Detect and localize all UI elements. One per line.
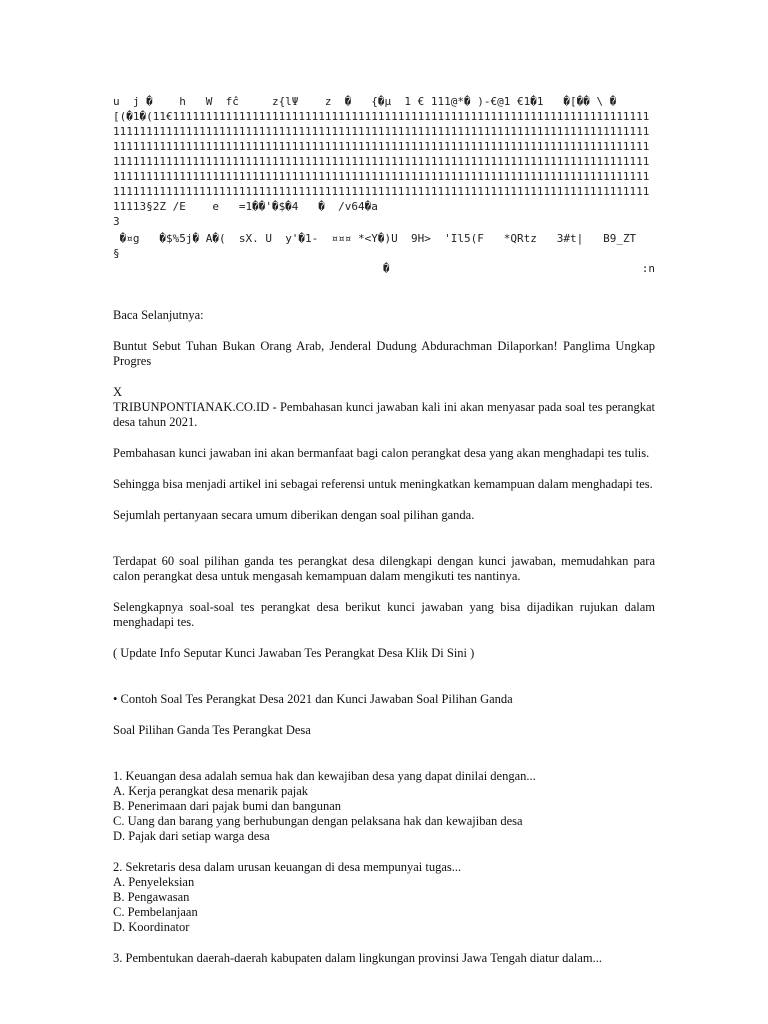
update-info-link[interactable]: ( Update Info Seputar Kunci Jawaban Tes Perangkat Desa Klik Di Sini ) xyxy=(113,646,475,660)
document-content xyxy=(113,94,655,966)
garbled-text-line: 3 xyxy=(113,215,140,228)
article-paragraph: Terdapat 60 soal pilihan ganda tes perangkat desa dilengkapi dengan kunci jawaban, memudahkan para calon perangkat desa untuk mengasah kemampuan dalam mengikuti tes nantinya. xyxy=(113,554,655,583)
close-x[interactable]: X xyxy=(113,385,123,399)
bullet-heading: • Contoh Soal Tes Perangkat Desa 2021 dan Kunci Jawaban Soal Pilihan Ganda xyxy=(113,692,513,706)
answer-option: D. Koordinator xyxy=(113,920,190,934)
answer-option: C. Uang dan barang yang berhubungan dengan pelaksana hak dan kewajiban desa xyxy=(113,814,523,828)
article-paragraph: TRIBUNPONTIANAK.CO.ID - Pembahasan kunci jawaban kali ini akan menyasar pada soal tes perangkat desa tahun 2021. xyxy=(113,400,655,429)
answer-option: A. Kerja perangkat desa menarik pajak xyxy=(113,784,309,798)
question-text: 2. Sekretaris desa dalam urusan keuangan di desa mempunyai tugas... xyxy=(113,860,462,874)
question-block xyxy=(113,860,655,935)
article-paragraph: Pembahasan kunci jawaban ini akan bermanfaat bagi calon perangkat desa yang akan menghadapi tes tulis. xyxy=(113,446,650,460)
article-paragraph: Sehingga bisa menjadi artikel ini sebagai referensi untuk meningkatkan kemampuan dalam menghadapi tes. xyxy=(113,477,653,491)
article-paragraph: Sejumlah pertanyaan secara umum diberikan dengan soal pilihan ganda. xyxy=(113,508,475,522)
garbled-text-line: �¤g �$%5j� A�( sX. U y'�1- ¤¤¤ *<Y�)U 9H> 'Il5(F *QRtz 3#t| B9_ZT § xyxy=(113,232,650,260)
read-more-link[interactable]: Buntut Sebut Tuhan Bukan Orang Arab, Jenderal Dudung Abdurachman Dilaporkan! Panglima Ungkap Progres xyxy=(113,339,655,368)
answer-option: B. Pengawasan xyxy=(113,890,190,904)
question-block xyxy=(113,951,655,966)
question-text: 1. Keuangan desa adalah semua hak dan kewajiban desa yang dapat dinilai dengan... xyxy=(113,769,536,783)
answer-option: D. Pajak dari setiap warga desa xyxy=(113,829,270,843)
garbled-text-fragment xyxy=(113,261,120,276)
answer-option: C. Pembelanjaan xyxy=(113,905,198,919)
question-text: 3. Pembentukan daerah-daerah kabupaten dalam lingkungan provinsi Jawa Tengah diatur dalam... xyxy=(113,951,603,965)
answer-option: B. Penerimaan dari pajak bumi dan bangunan xyxy=(113,799,342,813)
question-block xyxy=(113,769,655,844)
article-paragraph: Selengkapnya soal-soal tes perangkat desa berikut kunci jawaban yang bisa dijadikan rujukan dalam menghadapi tes. xyxy=(113,600,655,629)
garbled-text-line: u j � h W fĉ z{lΨ z � {�µ 1 € 111@*� )-€@1 €1�1 �[�� \ � xyxy=(113,95,617,108)
garbled-text-block: [(�1�(11€111111111111111111111111111111111111111111111111111111111111111111111111111111111111111111111111111111111111111111111111111111111111111111111111111111111111111111111111111111111111111111111111111111111111111111111111111111111111111111111111111111111111111111111111111111111111111111111111111111111111111111111111111111111111111111111111111111111111111111111111111111111111111111111111111111111111111111111111111111111111111111111111111111111111111111111111111111111111111111111 xyxy=(113,110,650,198)
garbled-text-line: 11113§2Z /E e =1��'�$�4 � /v64�a xyxy=(113,200,398,213)
garbled-text-row xyxy=(113,261,655,276)
read-more-label: Baca Selanjutnya: xyxy=(113,308,204,322)
section-title: Soal Pilihan Ganda Tes Perangkat Desa xyxy=(113,723,311,737)
garbled-text-fragment: :n xyxy=(641,262,655,275)
garbled-text-fragment: � xyxy=(383,262,390,275)
answer-option: A. Penyeleksian xyxy=(113,875,195,889)
